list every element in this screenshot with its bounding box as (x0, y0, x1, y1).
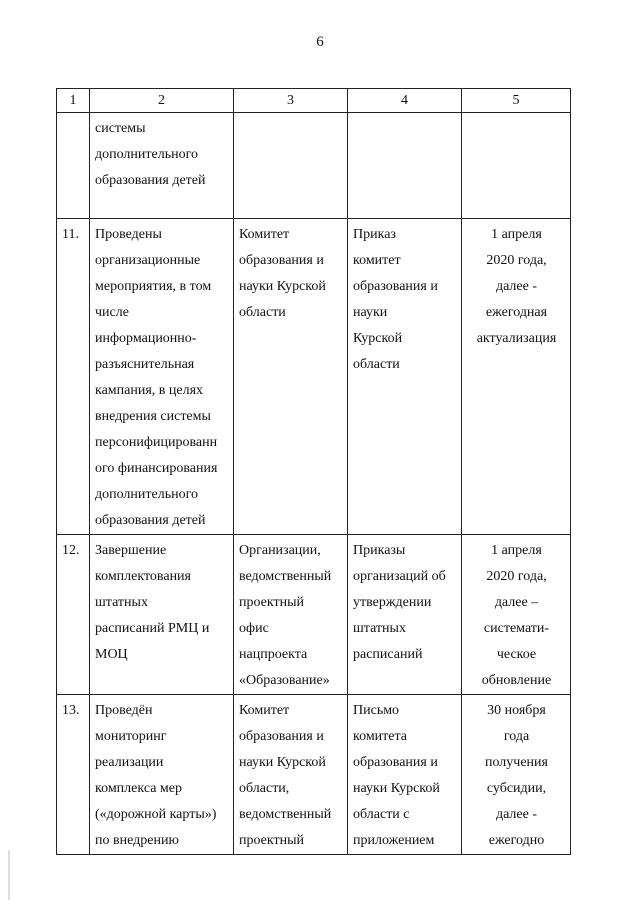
text-line: ведомственный (239, 807, 332, 822)
deadline-cell (462, 695, 571, 855)
text-line: разъяснительная (95, 357, 195, 372)
text-line: дополнительного (95, 487, 198, 502)
text-line: комплектования (95, 569, 191, 584)
text-line: обновление (481, 673, 552, 688)
table-row (57, 219, 571, 535)
row-number (57, 535, 90, 695)
text-line: 30 ноября (487, 703, 546, 718)
text-line: науки Курской (353, 781, 440, 796)
text-line: Письмо (353, 703, 400, 718)
text-line: персонифицированн (95, 435, 218, 450)
text-line: ческое (496, 647, 537, 662)
text-line: Приказы (353, 543, 406, 558)
text-line: образования и (353, 755, 438, 770)
text-line: далее - (495, 279, 538, 294)
text-line: ведомственный (239, 569, 332, 584)
row-number (57, 219, 90, 535)
text-line: Завершение (95, 543, 167, 558)
text-line: мониторинг (95, 729, 167, 744)
text-line: Проведён (95, 703, 153, 718)
text-line: «Образование» (239, 673, 330, 688)
text-line: числе (95, 305, 129, 320)
text-line: субсидии, (486, 781, 547, 796)
responsible-cell (234, 695, 348, 855)
deadline-cell (462, 219, 571, 535)
text-line: далее - (495, 807, 538, 822)
continuation-responsible (234, 113, 348, 219)
text-line: расписаний (353, 647, 423, 662)
text-line: информационно- (95, 331, 197, 346)
text-line: образования и (353, 279, 438, 294)
continuation-deadline (462, 113, 571, 219)
continuation-document (348, 113, 462, 219)
text-line: 11. (62, 227, 79, 242)
text-line: мероприятия, в том (95, 279, 212, 294)
text-line: комплекса мер (95, 781, 183, 796)
deadline-cell (462, 535, 571, 695)
table-row (57, 535, 571, 695)
text-line: комитет (353, 253, 401, 268)
header-col-4: 4 (348, 89, 462, 113)
text-line: 1 апреля (491, 543, 542, 558)
text-line: Организации, (239, 543, 321, 558)
text-line: Приказ (353, 227, 396, 242)
text-line: 2020 года, (486, 569, 547, 584)
text-line: дополнительного (95, 147, 198, 162)
document-cell (348, 219, 462, 535)
text-line: далее – (494, 595, 539, 610)
text-line: области с (353, 807, 410, 822)
text-line: ого финансирования (95, 461, 218, 476)
text-line: 2020 года, (486, 253, 547, 268)
header-col-1: 1 (57, 89, 90, 113)
responsible-cell (234, 535, 348, 695)
page-number: 6 (316, 34, 324, 50)
text-line: области (239, 305, 286, 320)
text-line: («дорожной карты») (95, 807, 217, 822)
text-line: области (353, 357, 400, 372)
row-number (57, 695, 90, 855)
text-line: ежегодно (488, 833, 545, 848)
text-line: приложением (353, 833, 435, 848)
continuation-num (57, 113, 90, 219)
text-line: организационные (95, 253, 201, 268)
text-line: года (503, 729, 530, 744)
text-line: 12. (62, 543, 80, 558)
table-header-row (57, 89, 571, 113)
text-line: проектный (239, 595, 305, 610)
document-cell (348, 695, 462, 855)
text-line: штатных (353, 621, 406, 636)
text-line: образования детей (95, 173, 206, 188)
text-line: образования детей (95, 513, 206, 528)
text-line: внедрения системы (95, 409, 211, 424)
continuation-row (57, 113, 571, 219)
text-line: науки (353, 305, 388, 320)
table-row (57, 695, 571, 855)
text-line: утверждении (353, 595, 432, 610)
text-line: МОЦ (95, 647, 128, 662)
text-line: образования и (239, 729, 324, 744)
text-line: Проведены (95, 227, 162, 242)
text-line: науки Курской (239, 279, 326, 294)
measure-cell (90, 219, 234, 535)
text-line: расписаний РМЦ и (95, 621, 210, 636)
text-line: нацпроекта (239, 647, 308, 662)
text-line: штатных (95, 595, 148, 610)
measure-cell (90, 695, 234, 855)
text-line: ежегодная (485, 305, 548, 320)
plan-table (56, 88, 571, 855)
scan-margin-mark (8, 850, 10, 900)
header-col-5: 5 (462, 89, 571, 113)
text-line: кампания, в целях (95, 383, 204, 398)
header-col-2: 2 (90, 89, 234, 113)
text-line: области, (239, 781, 290, 796)
text-line: системы (95, 121, 146, 136)
text-line: Курской (353, 331, 403, 346)
text-line: офис (239, 621, 269, 636)
text-line: организаций об (353, 569, 446, 584)
measure-cell (90, 535, 234, 695)
text-line: проектный (239, 833, 305, 848)
header-col-3: 3 (234, 89, 348, 113)
text-line: реализации (95, 755, 164, 770)
text-line: актуализация (476, 331, 557, 346)
text-line: системати- (483, 621, 550, 636)
document-cell (348, 535, 462, 695)
text-line: 13. (62, 703, 80, 718)
text-line: науки Курской (239, 755, 326, 770)
continuation-measure (90, 113, 234, 219)
text-line: комитета (353, 729, 408, 744)
text-line: Комитет (239, 703, 290, 718)
text-line: Комитет (239, 227, 290, 242)
text-line: по внедрению (95, 833, 179, 848)
text-line: образования и (239, 253, 324, 268)
text-line: получения (485, 755, 548, 770)
responsible-cell (234, 219, 348, 535)
text-line: 1 апреля (491, 227, 542, 242)
